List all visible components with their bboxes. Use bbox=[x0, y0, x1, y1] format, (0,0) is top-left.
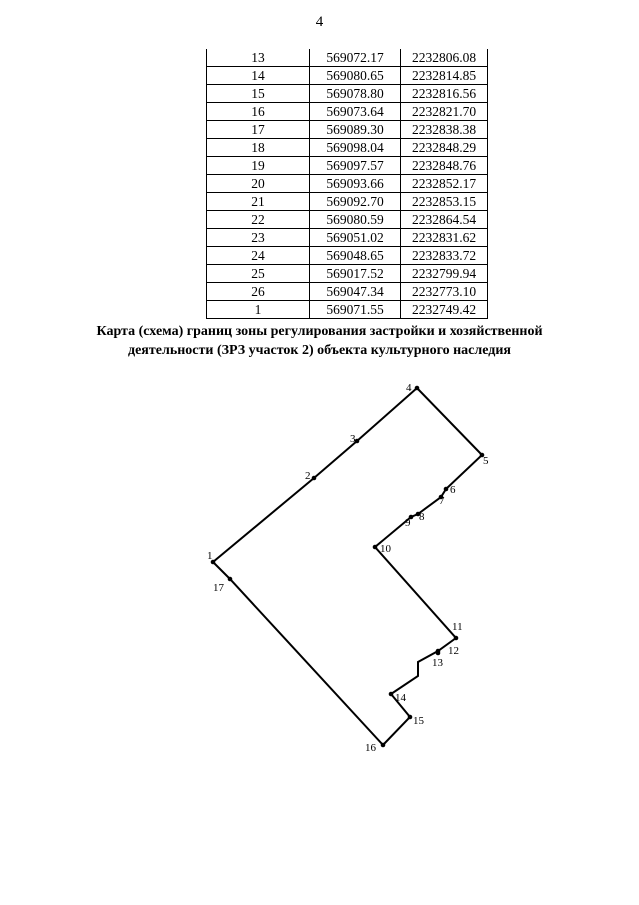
boundary-point-label: 17 bbox=[213, 582, 224, 594]
point-number-cell: 23 bbox=[207, 229, 310, 247]
point-number-cell: 26 bbox=[207, 283, 310, 301]
x-coordinate-cell: 569080.65 bbox=[310, 67, 401, 85]
boundary-point-marker bbox=[389, 692, 394, 697]
x-coordinate-cell: 569089.30 bbox=[310, 121, 401, 139]
boundary-point-label: 9 bbox=[405, 517, 411, 529]
point-number-cell: 1 bbox=[207, 301, 310, 319]
x-coordinate-cell: 569078.80 bbox=[310, 85, 401, 103]
y-coordinate-cell: 2232749.42 bbox=[401, 301, 488, 319]
y-coordinate-cell: 2232816.56 bbox=[401, 85, 488, 103]
y-coordinate-cell: 2232821.70 bbox=[401, 103, 488, 121]
y-coordinate-cell: 2232848.76 bbox=[401, 157, 488, 175]
y-coordinate-cell: 2232799.94 bbox=[401, 265, 488, 283]
point-number-cell: 22 bbox=[207, 211, 310, 229]
x-coordinate-cell: 569080.59 bbox=[310, 211, 401, 229]
boundary-point-label: 10 bbox=[380, 543, 391, 555]
boundary-point-label: 5 bbox=[483, 455, 489, 467]
point-number-cell: 18 bbox=[207, 139, 310, 157]
boundary-point-label: 2 bbox=[305, 470, 311, 482]
y-coordinate-cell: 2232853.15 bbox=[401, 193, 488, 211]
boundary-point-label: 12 bbox=[448, 645, 459, 657]
x-coordinate-cell: 569071.55 bbox=[310, 301, 401, 319]
boundary-point-label: 14 bbox=[395, 692, 406, 704]
point-number-cell: 19 bbox=[207, 157, 310, 175]
boundary-point-label: 6 bbox=[450, 484, 456, 496]
boundary-point-label: 13 bbox=[432, 657, 443, 669]
x-coordinate-cell: 569098.04 bbox=[310, 139, 401, 157]
y-coordinate-cell: 2232806.08 bbox=[401, 49, 488, 67]
page-number: 4 bbox=[315, 14, 324, 30]
boundary-point-marker bbox=[454, 636, 459, 641]
x-coordinate-cell: 569073.64 bbox=[310, 103, 401, 121]
boundary-point-marker bbox=[381, 743, 386, 748]
point-number-cell: 13 bbox=[207, 49, 310, 67]
y-coordinate-cell: 2232831.62 bbox=[401, 229, 488, 247]
boundary-point-marker bbox=[228, 577, 233, 582]
point-number-cell: 17 bbox=[207, 121, 310, 139]
y-coordinate-cell: 2232838.38 bbox=[401, 121, 488, 139]
boundary-point-label: 7 bbox=[439, 495, 445, 507]
boundary-point-label: 11 bbox=[452, 621, 463, 633]
boundary-point-marker bbox=[444, 487, 449, 492]
boundary-point-label: 8 bbox=[419, 511, 425, 523]
y-coordinate-cell: 2232852.17 bbox=[401, 175, 488, 193]
x-coordinate-cell: 569017.52 bbox=[310, 265, 401, 283]
x-coordinate-cell: 569047.34 bbox=[310, 283, 401, 301]
boundary-point-marker bbox=[408, 715, 413, 720]
point-number-cell: 16 bbox=[207, 103, 310, 121]
boundary-point-marker bbox=[436, 651, 441, 656]
point-number-cell: 14 bbox=[207, 67, 310, 85]
boundary-point-label: 4 bbox=[406, 382, 412, 394]
x-coordinate-cell: 569093.66 bbox=[310, 175, 401, 193]
boundary-point-label: 16 bbox=[365, 742, 376, 754]
y-coordinate-cell: 2232814.85 bbox=[401, 67, 488, 85]
y-coordinate-cell: 2232773.10 bbox=[401, 283, 488, 301]
x-coordinate-cell: 569051.02 bbox=[310, 229, 401, 247]
y-coordinate-cell: 2232833.72 bbox=[401, 247, 488, 265]
boundary-point-label: 15 bbox=[413, 715, 424, 727]
x-coordinate-cell: 569072.17 bbox=[310, 49, 401, 67]
boundary-point-marker bbox=[415, 386, 420, 391]
x-coordinate-cell: 569097.57 bbox=[310, 157, 401, 175]
point-number-cell: 15 bbox=[207, 85, 310, 103]
point-number-cell: 21 bbox=[207, 193, 310, 211]
boundary-point-marker bbox=[373, 545, 378, 550]
point-number-cell: 25 bbox=[207, 265, 310, 283]
caption-line-1: Карта (схема) границ зоны регулирования застройки и хозяйственной bbox=[96, 324, 543, 339]
boundary-point-marker bbox=[312, 476, 317, 481]
boundary-point-label: 1 bbox=[207, 550, 213, 562]
x-coordinate-cell: 569048.65 bbox=[310, 247, 401, 265]
point-number-cell: 20 bbox=[207, 175, 310, 193]
y-coordinate-cell: 2232848.29 bbox=[401, 139, 488, 157]
y-coordinate-cell: 2232864.54 bbox=[401, 211, 488, 229]
boundary-point-label: 3 bbox=[350, 433, 356, 445]
boundary-outline bbox=[213, 388, 482, 745]
x-coordinate-cell: 569092.70 bbox=[310, 193, 401, 211]
point-number-cell: 24 bbox=[207, 247, 310, 265]
caption-line-2: деятельности (ЗРЗ участок 2) объекта культурного наследия bbox=[128, 343, 511, 358]
